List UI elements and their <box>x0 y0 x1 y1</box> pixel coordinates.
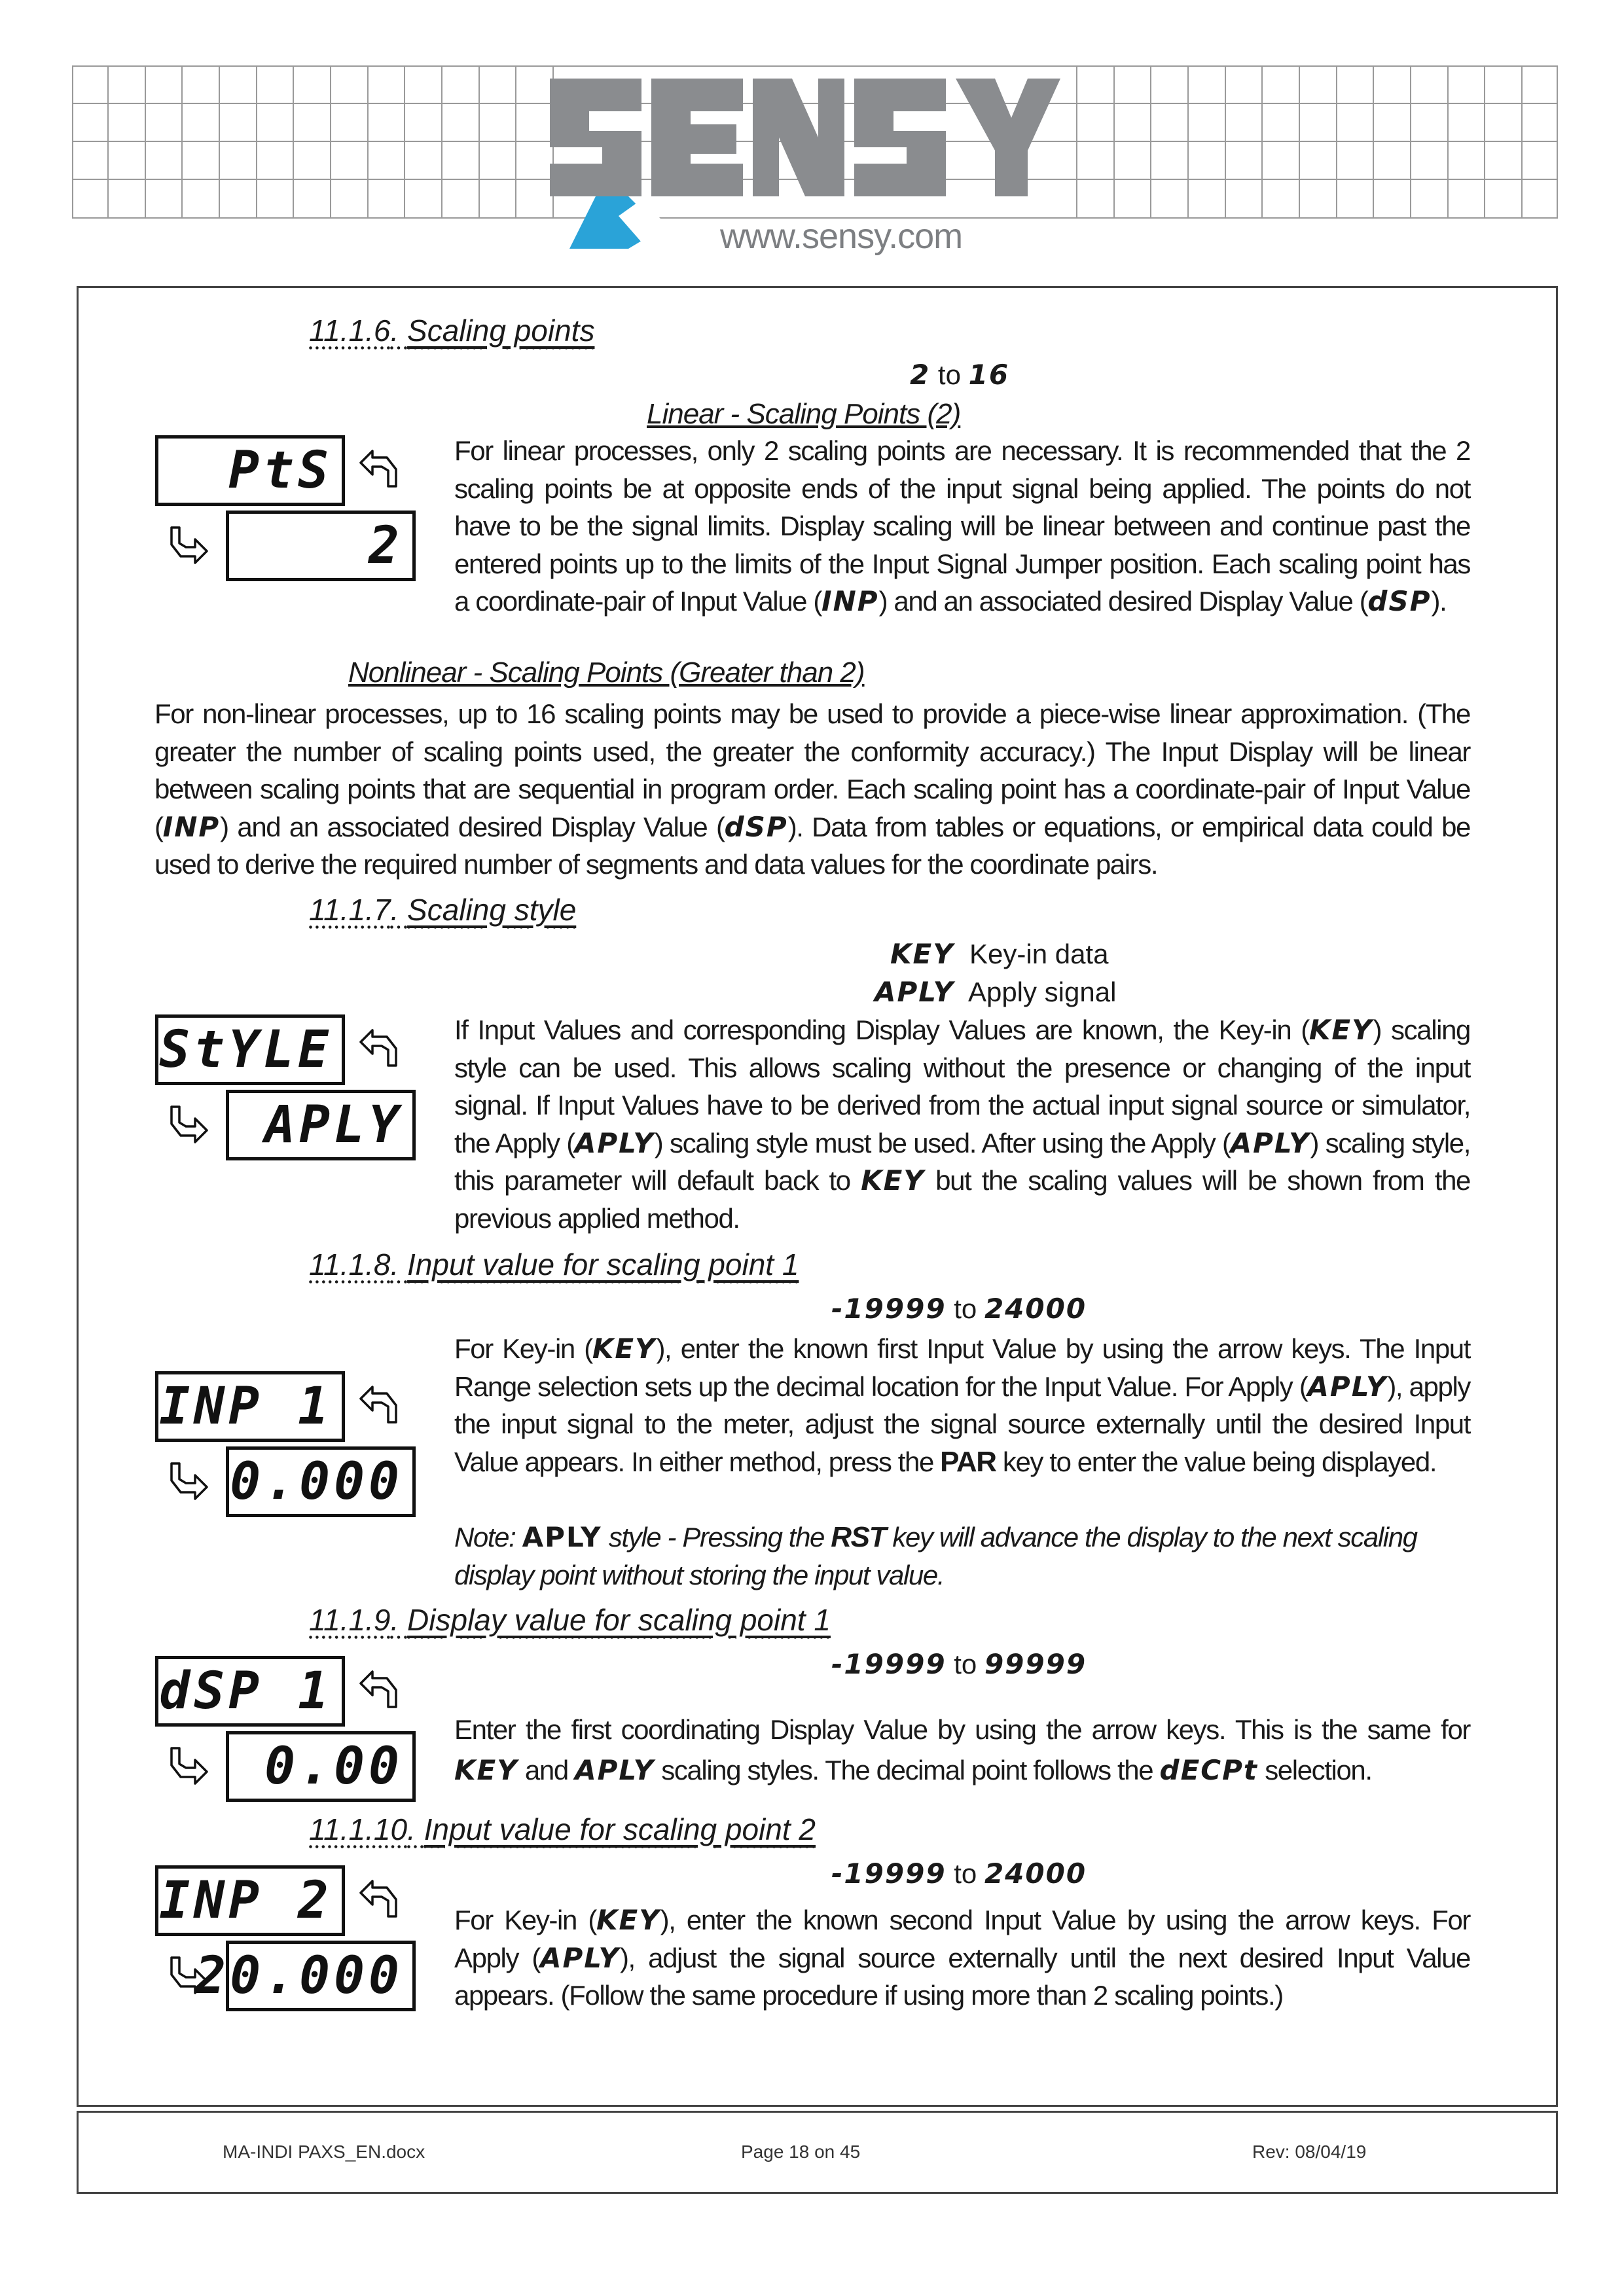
lcd-style-top: StYLE <box>155 1014 345 1085</box>
footer-page: Page 18 on 45 <box>741 2142 861 2162</box>
arrow-right-icon <box>168 1103 209 1145</box>
option-key: KEY Key-in data <box>890 938 1109 970</box>
header-url[interactable]: www.sensy.com <box>720 217 963 256</box>
linear-heading: Linear - Scaling Points (2) <box>647 398 961 430</box>
input-point1-note: Note: APLY style - Pressing the RST key will advance the display to the next scaling display point without storing the input value. <box>454 1521 1417 1590</box>
section-title-11-1-7: 11.1.7. Scaling style <box>309 893 577 927</box>
scaling-style-paragraph: If Input Values and corresponding Display Values are known, the Key-in (KEY) scaling style can be used. This allows scaling without the presence or changing of the input signal. If Input Values have to be derived from the actual input signal source or simulator, the Apply (APLY) scaling style must be used. After using the Apply (APLY) scaling style, this parameter will default back to KEY but the scaling values will be shown from the previous applied method. <box>454 1014 1470 1234</box>
arrow-left-icon <box>358 448 400 490</box>
lcd-pts-bottom: 2 <box>226 511 416 581</box>
arrow-left-icon <box>358 1028 400 1069</box>
range-11-1-8: -19999 to 24000 <box>831 1293 1087 1325</box>
arrow-left-icon <box>358 1878 400 1920</box>
section-title-11-1-10: 11.1.10. Input value for scaling point 2 <box>309 1812 816 1846</box>
arrow-right-icon <box>168 1954 209 1996</box>
range-11-1-6: 2 to 16 <box>910 359 1010 391</box>
arrow-right-icon <box>168 1460 209 1501</box>
arrow-right-icon <box>168 1744 209 1786</box>
linear-paragraph: For linear processes, only 2 scaling points are necessary. It is recommended that the 2 scaling points be at opposite ends of the input signal being applied. The points do not have to be the signal limits. Display scaling will be linear between and continue past the entered points up to the limits of the Input Signal Jumper position. Each scaling point has a coordinate-pair of Input Value (INP) and an associated desired Display Value (dSP). <box>454 435 1470 617</box>
lcd-style-bottom: APLY <box>226 1090 416 1160</box>
arrow-left-icon <box>358 1384 400 1426</box>
lcd-dsp1-bottom: 0.00 <box>226 1731 416 1802</box>
footer-filename: MA-INDI PAXS_EN.docx <box>223 2142 425 2162</box>
section-title-11-1-6: 11.1.6. Scaling points <box>309 314 595 348</box>
lcd-inp2-top: INP 2 <box>155 1865 345 1936</box>
arrow-left-icon <box>358 1669 400 1711</box>
section-title-11-1-9: 11.1.9. Display value for scaling point 1 <box>309 1603 831 1637</box>
range-11-1-10: -19999 to 24000 <box>831 1857 1087 1890</box>
lcd-inp2-bottom: 20.000 <box>226 1941 416 2011</box>
display-point1-paragraph: Enter the first coordinating Display Value by using the arrow keys. This is the same for KEY and APLY scaling styles. The decimal point follows the dECPt selection. <box>454 1714 1470 1786</box>
range-11-1-9: -19999 to 99999 <box>831 1648 1087 1680</box>
section-title-11-1-8: 11.1.8. Input value for scaling point 1 <box>309 1247 799 1282</box>
option-apply: APLY Apply signal <box>875 976 1117 1008</box>
input-point2-paragraph: For Key-in (KEY), enter the known second Input Value by using the arrow keys. For Apply (APLY), adjust the signal source externally until the next desired Input Value appears. (Follow the same procedure if using more than 2 scaling points.) <box>454 1904 1470 2011</box>
lcd-dsp1-top: dSP 1 <box>155 1656 345 1727</box>
lcd-inp1-top: INP 1 <box>155 1371 345 1442</box>
arrow-right-icon <box>168 524 209 565</box>
lcd-pts-top: PtS <box>155 435 345 506</box>
footer-revision: Rev: 08/04/19 <box>1252 2142 1367 2162</box>
nonlinear-heading: Nonlinear - Scaling Points (Greater than 2) <box>348 656 865 689</box>
nonlinear-paragraph: For non-linear processes, up to 16 scaling points may be used to provide a piece-wise linear approximation. (The greater the number of scaling points used, the greater the conformity accuracy.) The Input Display will be linear between scaling points that are sequential in program order. Each scaling point has a coordinate-pair of Input Value (INP) and an associated desired Display Value (dSP). Data from tables or equations, or empirical data could be used to derive the required number of segments and data values for the coordinate pairs. <box>154 698 1470 880</box>
lcd-inp1-bottom: 0.000 <box>226 1446 416 1517</box>
input-point1-paragraph: For Key-in (KEY), enter the known first Input Value by using the arrow keys. The Input Range selection sets up the decimal location for the Input Value. For Apply (APLY), apply the input signal to the meter, adjust the signal source externally until the desired Input Value appears. In either method, press the PAR key to enter the value being displayed. <box>454 1333 1471 1478</box>
